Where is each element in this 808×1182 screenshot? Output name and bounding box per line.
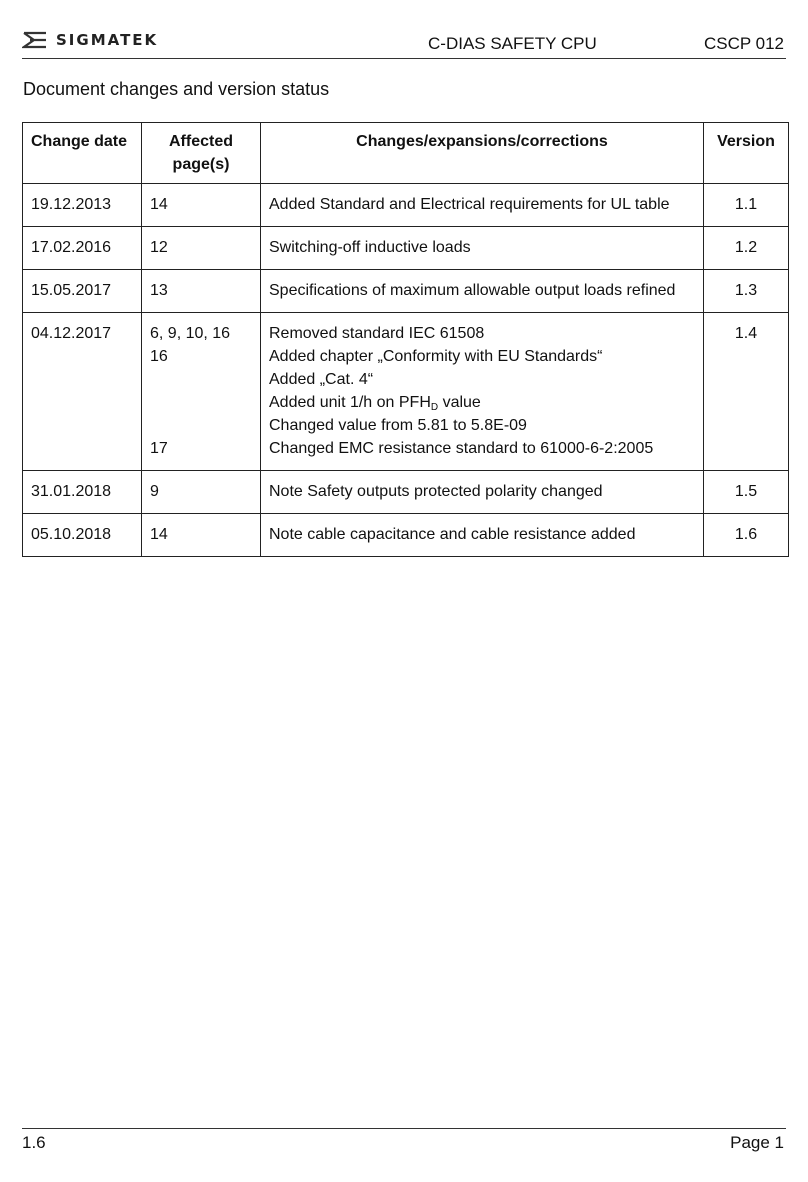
change-text: Changed value from 5.81 to 5.8E-09: [269, 417, 527, 434]
sigmatek-logo-icon: [22, 30, 50, 50]
page-ref: 12: [150, 239, 168, 256]
cell-date: 04.12.2017: [23, 313, 142, 471]
table-row: [23, 184, 789, 227]
column-header-change-date: Change date: [23, 123, 142, 184]
page-footer: [22, 1128, 786, 1157]
cell-date: 31.01.2018: [23, 471, 142, 514]
product-code: CSCP 012: [703, 34, 784, 53]
brand-name: SIGMATEK: [56, 31, 159, 49]
change-text: Added „Cat. 4“: [269, 371, 374, 388]
changes-table: [22, 122, 789, 557]
cell-date: 17.02.2016: [23, 227, 142, 270]
page-ref: 6, 9, 10, 16: [150, 325, 231, 342]
cell-pages: [142, 270, 261, 313]
cell-pages: [142, 514, 261, 557]
change-text: Specifications of maximum allowable output loads refined: [269, 282, 676, 299]
cell-pages: [142, 184, 261, 227]
change-text: Added Standard and Electrical requirements for UL table: [269, 196, 670, 213]
page-ref: 9: [150, 483, 159, 500]
table-row: [23, 227, 789, 270]
cell-version: 1.2: [704, 227, 789, 270]
table-row: [23, 514, 789, 557]
pfh-subscript: D: [430, 402, 439, 413]
table-row: [23, 471, 789, 514]
page-ref: 17: [150, 440, 168, 457]
column-header-version: Version: [704, 123, 789, 184]
page-ref: 16: [150, 348, 168, 365]
page-ref: [150, 391, 252, 414]
cell-changes: [261, 313, 704, 471]
cell-version: 1.4: [704, 313, 789, 471]
cell-changes: [261, 471, 704, 514]
table-row: [23, 270, 789, 313]
cell-pages: [142, 227, 261, 270]
change-text: Changed EMC resistance standard to 61000-6-2:2005: [269, 440, 654, 457]
change-text-pfh: [269, 391, 695, 414]
cell-changes: [261, 227, 704, 270]
cell-date: 19.12.2013: [23, 184, 142, 227]
section-title: Document changes and version status: [23, 79, 330, 99]
cell-version: 1.3: [704, 270, 789, 313]
cell-pages: [142, 313, 261, 471]
cell-changes: [261, 184, 704, 227]
change-text: Switching-off inductive loads: [269, 239, 471, 256]
cell-version: 1.5: [704, 471, 789, 514]
page-ref: 13: [150, 282, 168, 299]
cell-version: 1.6: [704, 514, 789, 557]
change-text: Removed standard IEC 61508: [269, 325, 485, 342]
footer-version: 1.6: [22, 1133, 46, 1152]
cell-version: 1.1: [704, 184, 789, 227]
table-row: [23, 313, 789, 471]
column-header-affected-pages: Affected page(s): [142, 123, 261, 184]
page-ref: [150, 414, 252, 437]
cell-changes: [261, 514, 704, 557]
change-text: Note Safety outputs protected polarity changed: [269, 483, 603, 500]
change-text: Added chapter „Conformity with EU Standards“: [269, 348, 603, 365]
change-text-pfh-suffix: value: [438, 394, 481, 411]
cell-date: 15.05.2017: [23, 270, 142, 313]
change-text-pfh-main: Added unit 1/h on PFH: [269, 394, 431, 411]
change-text: Note cable capacitance and cable resistance added: [269, 526, 636, 543]
page-ref: 14: [150, 526, 168, 543]
cell-changes: [261, 270, 704, 313]
table-header-row: [23, 123, 789, 184]
cell-date: 05.10.2018: [23, 514, 142, 557]
footer-page-number: Page 1: [730, 1133, 784, 1152]
cell-pages: [142, 471, 261, 514]
page-ref: [150, 368, 252, 391]
column-header-changes: Changes/expansions/corrections: [261, 123, 704, 184]
page-header: [22, 28, 786, 59]
product-title: C-DIAS SAFETY CPU: [428, 34, 597, 53]
page-ref: 14: [150, 196, 168, 213]
sigmatek-logo: [22, 30, 158, 50]
